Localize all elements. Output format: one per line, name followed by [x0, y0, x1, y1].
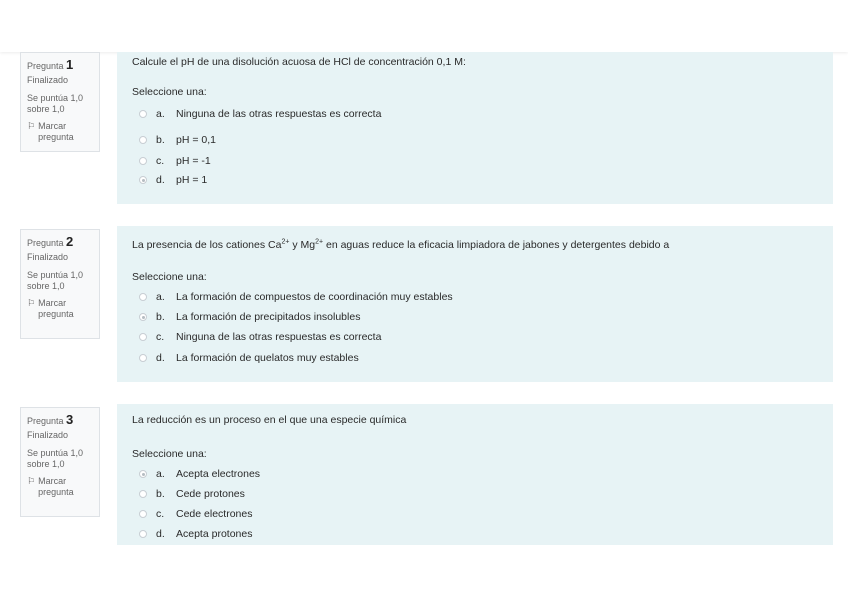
question-info	[20, 407, 100, 517]
flag-label: Marcar pregunta	[38, 476, 74, 498]
option-letter: b.	[156, 488, 165, 500]
answer-option-c[interactable]	[139, 155, 211, 167]
answer-option-d[interactable]	[139, 528, 252, 540]
answer-prompt: Seleccione una:	[132, 271, 207, 283]
answer-option-b[interactable]	[139, 488, 245, 500]
option-text: pH = 0,1	[176, 134, 216, 146]
answer-option-c[interactable]	[139, 508, 252, 520]
option-letter: a.	[156, 291, 165, 303]
question-grade: Se puntúa 1,0 sobre 1,0	[27, 269, 84, 291]
answer-option-a[interactable]	[139, 108, 381, 120]
answer-option-a[interactable]	[139, 468, 260, 480]
radio-button[interactable]	[139, 333, 147, 341]
option-text: La formación de precipitados insolubles	[176, 311, 361, 323]
option-text: Ninguna de las otras respuestas es correcta	[176, 108, 382, 120]
question-text: La reducción es un proceso en el que una especie química	[132, 414, 407, 426]
question-text: La presencia de los cationes $Ca^{2+}$ y $Mg^{2+}$ en aguas reduce la eficacia limpiadora de jabones y detergentes debido a	[132, 238, 670, 251]
radio-button[interactable]	[139, 490, 147, 498]
question-content	[117, 52, 833, 204]
flag-icon: ⚐	[27, 476, 36, 486]
flag-label: Marcar pregunta	[38, 121, 74, 143]
question-text: Calcule el pH de una disolución acuosa de HCl de concentración 0,1 M:	[132, 56, 466, 68]
question-content	[117, 404, 833, 545]
question-number: Pregunta 2	[27, 234, 74, 249]
flag-icon: ⚐	[27, 121, 36, 131]
option-letter: c.	[156, 508, 165, 520]
radio-button-selected[interactable]	[139, 470, 147, 478]
answer-option-d[interactable]	[139, 174, 207, 186]
question-info	[20, 229, 100, 339]
radio-button[interactable]	[139, 510, 147, 518]
option-letter: d.	[156, 174, 165, 186]
question-number: Pregunta 1	[27, 57, 74, 72]
option-letter: d.	[156, 528, 165, 540]
option-text: pH = -1	[176, 155, 211, 167]
page-header-shade	[0, 0, 848, 52]
question-grade: Se puntúa 1,0 sobre 1,0	[27, 447, 84, 469]
radio-button[interactable]	[139, 136, 147, 144]
option-text: Acepta electrones	[176, 468, 261, 480]
option-letter: a.	[156, 108, 165, 120]
answer-option-d[interactable]	[139, 352, 359, 364]
radio-button[interactable]	[139, 293, 147, 301]
answer-prompt: Seleccione una:	[132, 86, 207, 98]
question-state: Finalizado	[27, 252, 69, 263]
question-number: Pregunta 3	[27, 412, 74, 427]
option-text: Acepta protones	[176, 528, 253, 540]
radio-button[interactable]	[139, 354, 147, 362]
radio-button-selected[interactable]	[139, 313, 147, 321]
option-text: La formación de compuestos de coordinación muy estables	[176, 291, 453, 303]
option-text: Cede electrones	[176, 508, 253, 520]
option-letter: c.	[156, 155, 165, 167]
flag-label: Marcar pregunta	[38, 298, 74, 320]
radio-button-selected[interactable]	[139, 176, 147, 184]
answer-option-a[interactable]	[139, 291, 453, 303]
flag-question-link[interactable]	[27, 298, 93, 321]
option-text: Ninguna de las otras respuestas es correcta	[176, 331, 382, 343]
radio-button[interactable]	[139, 110, 147, 118]
question-info	[20, 52, 100, 152]
radio-button[interactable]	[139, 530, 147, 538]
answer-prompt: Seleccione una:	[132, 448, 207, 460]
option-text: Cede protones	[176, 488, 245, 500]
flag-question-link[interactable]	[27, 121, 93, 144]
flag-icon: ⚐	[27, 298, 36, 308]
option-letter: a.	[156, 468, 165, 480]
flag-question-link[interactable]	[27, 476, 93, 499]
question-state: Finalizado	[27, 75, 69, 86]
option-text: pH = 1	[176, 174, 208, 186]
option-letter: b.	[156, 311, 165, 323]
option-letter: d.	[156, 352, 165, 364]
option-text: La formación de quelatos muy estables	[176, 352, 359, 364]
answer-option-c[interactable]	[139, 331, 381, 343]
option-letter: b.	[156, 134, 165, 146]
question-state: Finalizado	[27, 430, 69, 441]
question-content	[117, 226, 833, 382]
question-grade: Se puntúa 1,0 sobre 1,0	[27, 92, 84, 114]
answer-option-b[interactable]	[139, 134, 216, 146]
radio-button[interactable]	[139, 157, 147, 165]
answer-option-b[interactable]	[139, 311, 360, 323]
option-letter: c.	[156, 331, 165, 343]
